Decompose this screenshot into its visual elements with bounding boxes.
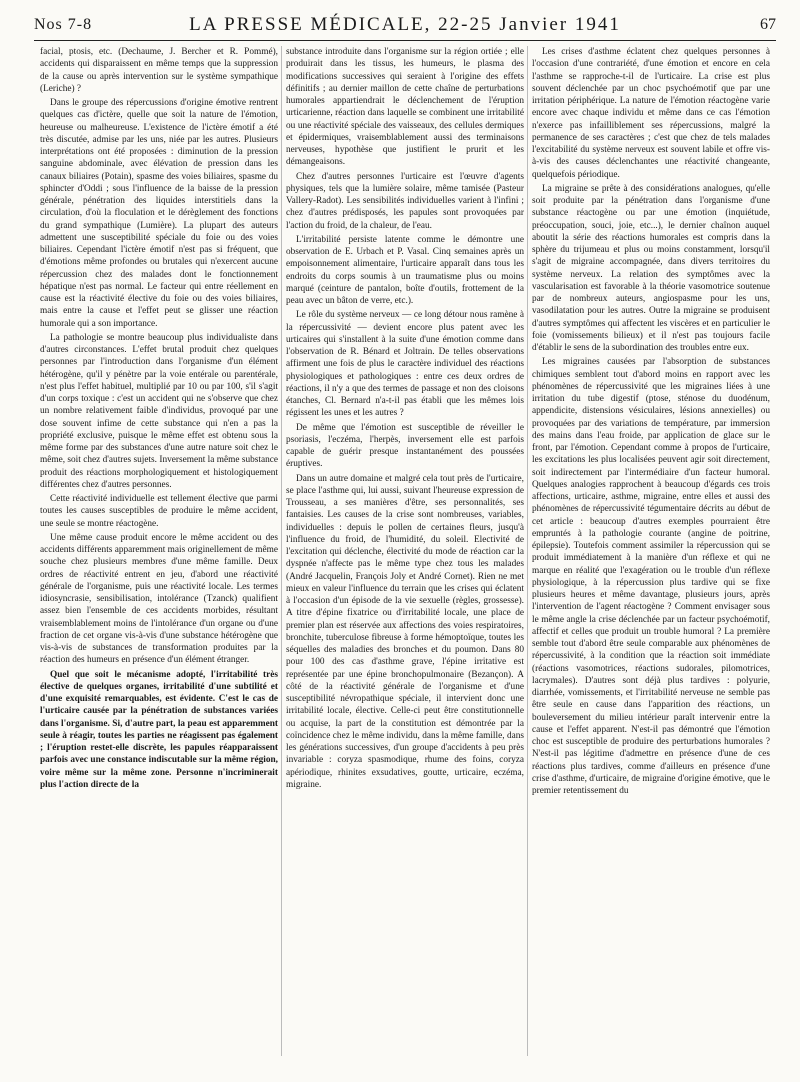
- page-header: [34, 12, 776, 41]
- paragraph: La pathologie se montre beaucoup plus individualiste dans d'autres circonstances. L'effet brutal produit chez quelques personnes par l'introduction dans l'organisme d'un élément hétérogène, qu'il y pénètre par la voie entérale ou parentérale, n'est plus l'effet habituel, multiplié par 10 ou par 100, s'il s'agit d'un corps toxique : c'est un accident qui ne s'observe que chez un nombre relativement faible d'individus, provoqué par une dose souvent infime de cette substance qui n'en a pas la propriété exclusive, puisque le même effet est obtenu sous la même forme par des substances d'une autre nature soit chez le même, soit chez d'autres sujets. Inversement la même substance produit des réactions morphologiquement et histologiquement différentes chez d'autres personnes.: [40, 332, 278, 490]
- paragraph: L'irritabilité persiste latente comme le démontre une observation de E. Urbach et P. Vasal. Cinq semaines après un empoisonnement alimentaire, l'urticaire apparaît dans tous les endroits du corps soumis à un traumatisme plus ou moins marqué (ceinture de pantalon, boîte d'outils, frottement de la peau avec un bâton de verre, etc.).: [286, 234, 524, 306]
- column-divider: [281, 46, 282, 1056]
- text-column-right: [532, 46, 770, 1066]
- paragraph: De même que l'émotion est susceptible de réveiller le psoriasis, l'eczéma, l'herpès, inversement elle est parfois capable de guérir presque instantanément des poussées éruptives.: [286, 422, 524, 470]
- journal-title: LA PRESSE MÉDICALE, 22-25 Janvier 1941: [189, 14, 621, 35]
- text-column-middle: [286, 46, 524, 1066]
- paragraph: Quel que soit le mécanisme adopté, l'irritabilité très élective de quelques organes, irritabilité d'une subtilité et d'une exquisité remarquables, est évidente. C'est le cas de l'urticaire causée par la pénétration de substances variées dans l'organisme. Si, d'autre part, la peau est apparemment seule à réagir, toutes les parties ne réagissent pas également ; l'éruption restet-elle discrète, les papules réapparaissent parfois avec une constance indiscutable sur la même région, voire même sur la même zone. Personne n'incriminerait plus l'action directe de la: [40, 669, 278, 790]
- paragraph: Les migraines causées par l'absorption de substances chimiques semblent tout d'abord moins en rapport avec les phénomènes de répercussivité que les migraines liées à une irritation du tube digestif (ptose, sténose du duodénum, appendicite, distensions vésiculaires, lésions annexielles) ou provoquées par des variations de température, par immersion des mains dans l'eau froide, par application de glace sur le front, par l'émotion. Cependant comme à propos de l'urticaire, les excitations les plus localisées peuvent agir soit directement, soit indirectement par l'intermédiaire d'un facteur humoral. Quelques analogies rapprochent à beaucoup d'égards ces trois affections, urticaire, asthme, migraine, entre elles et aussi des phénomènes de répercussivité tégumentaire décrits au début de cet article : beaucoup d'autres exemples pourraient être empruntés à la pathologie courante (angine de poitrine, épilepsie). Toutefois comment assimiler la répercussion qui se produit immédiatement à la manière d'un réflexe et qui ne marque en réalité que l'exagération ou le trouble d'un réflexe physiologique, à la répercussion plus tardive qui se fixe plusieurs heures et même davantage, plusieurs jours, après l'intervention de l'agent réactogène ? Comment envisager sous le même angle la crise déclenchée par un facteur psychoémotif, affectif et celles que produit un trouble humoral ? La première semble tout d'abord être seule comparable aux phénomènes de répercussivité, à la condition que la réaction soit immédiate (réactions vasomotrices, réactions sudorales, pilomotrices, lacrymales). D'autres sont déjà plus tardives : polyurie, diarrhée, vomissements, et l'irritabilité nerveuse ne semble pas être seule en cause dans l'apparition des réactions, un bouleversement du milieu intérieur paraît intervenir entre la cause et l'effet apparent. N'est-il pas démontré que l'émotion choc est susceptible de produire des perturbations humorales ? N'est-il pas légitime d'admettre en présence d'une de ces réactions plus tardives, comme d'ailleurs en présence d'une crise d'asthme, d'urticaire, de migraine d'origine émotive, que le premier retentissement du: [532, 357, 770, 796]
- paragraph: La migraine se prête à des considérations analogues, qu'elle soit produite par la pénétration dans l'organisme d'une substance réactogène ou par une émotion (inquiétude, préoccupation, souci, joie, etc...), le dernier chaînon auquel aboutit la série des réactions humorales est compris dans la sphère du trijumeau et plus ou moins constamment, lorsqu'il s'agit de migraine accompagnée, dans divers territoires du système nerveux. La relation des symptômes avec la vascularisation est favorable à la théorie vasomotrice soutenue par de nombreux auteurs, angiospasme pour les uns, vasodilatation pour les autres. Outre la migraine se produisent d'autres symptômes qui affectent les viscères et en particulier le foie (vomissements bilieux) et il n'est pas toujours facile d'établir le sens de la subordination des troubles entre eux.: [532, 183, 770, 353]
- text-column-left: [40, 46, 278, 1066]
- paragraph: Les crises d'asthme éclatent chez quelques personnes à l'occasion d'une contrariété, d'une émotion et encore en cela l'asthme se rapproche-t-il de l'urticaire. La crise est plus souvent déclenchée par un choc psychoémotif que par une irritation périphérique. La nature de l'émotion réactogène varie encore avec chaque individu et même dans ce cas l'émotion n'exerce pas infailliblement ses répercussions, malgré la permanence de ses caractères ; c'est que chez de tels malades l'excitabilité du système nerveux est souvent labile et offre vis-à-vis des causes déclenchantes une réactivité changeante, quelquefois périodique.: [532, 47, 770, 180]
- paragraph: Dans le groupe des répercussions d'origine émotive rentrent quelques cas d'ictère, quelle que soit la nature de l'émotion, heureuse ou malheureuse. L'existence de l'ictère émotif a été très discutée, admise par les uns, niée par les autres. Plusieurs interprétations ont été proposées : diminution de la pression sanguine abdominale, avec élévation de pression dans les canaux biliaires (Potain), spasme des voies biliaires, spasme du sphincter d'Oddi ; sous l'influence de la baisse de la pression générale, pénétration des liquides interstitiels dans la circulation, d'où la floculation et le dérèglement des fonctions du grand sympathique (Lumière). La plupart des auteurs admettent une susceptibilité spéciale du foie ou des voies biliaires. Cependant l'ictère émotif n'est pas si fréquent, que d'émotions même profondes ou brutales qui n'exercent aucune répercussion chez des malades dont le fonctionnement hépatique n'est pas normal. Le facteur qui entre réellement en cause est la réactivité élective du foie ou des voies biliaires, mais entre la cause et l'effet peut se glisser une réaction humorale qui a son importance.: [40, 98, 278, 329]
- paragraph: Cette réactivité individuelle est tellement élective que parmi toutes les causes susceptibles de produire le même accident, une seule se montre réactogène.: [40, 494, 278, 529]
- paragraph: Le rôle du système nerveux — ce long détour nous ramène à la répercussivité — devient encore plus patent avec les urticaires qui s'installent à la suite d'une émotion comme dans l'observation de R. Bénard et Joltrain. De telles observations affirment une fois de plus le caractère individuel des réactions physiologiques et pathologiques : entre ces deux ordres de réactions, il n'y a que des termes de passage et non des cloisons étanches, Cl. Bernard n'a-t-il pas établi que les mêmes lois régissent les unes et les autres ?: [286, 310, 524, 419]
- paragraph: Chez d'autres personnes l'urticaire est l'œuvre d'agents physiques, tels que la lumière solaire, même tamisée (Pasteur Vallery-Radot). Les sensibilités individuelles varient à l'infini ; chez d'autres prédisposés, les papules sont provoquées par l'action du froid, de la chaleur, de l'eau.: [286, 171, 524, 231]
- issue-number: Nos 7-8: [34, 16, 93, 33]
- page-number: 67: [760, 16, 776, 33]
- paragraph: facial, ptosis, etc. (Dechaume, J. Bercher et R. Pommé), accidents qui disparaissent en même temps que la suppression de la cause ou après intervention sur le système sympathique (Leriche) ?: [40, 47, 278, 94]
- paragraph: substance introduite dans l'organisme sur la région ortiée ; elle produirait dans les tissus, les humeurs, le plasma des modifications successives qui seraient à l'origine des effets définitifs ; au dernier maillon de cette chaîne de perturbations humorales appartiendrait le déclenchement de l'éruption urticarienne, réaction dans laquelle se combinent une irritabilité ou une réactivité spéciale des vaisseaux, des cellules dermiques et épidermiques, vraisemblablement aussi des terminaisons nerveuses, hypothèse que justifient le prurit et les démangeaisons.: [286, 47, 524, 168]
- column-divider: [527, 46, 528, 1056]
- paragraph: Dans un autre domaine et malgré cela tout près de l'urticaire, se place l'asthme qui, lui aussi, suivant l'heureuse expression de Trousseau, a ses manières d'être, ses personnalités, ses fantaisies. Les causes de la crise sont nombreuses, variables, individuelles : depuis le pollen de certaines fleurs, jusqu'à l'influence du froid, de l'humidité, du soleil. Electivité de l'excitation qui déclenche, électivité du mode de réaction car la dyspnée n'affecte pas le même type chez tous les malades (André Jacquelin, François Joly et André Cornet). Rien ne met mieux en valeur l'influence du terrain que les crises qui éclatent à l'occasion d'un épisode de la vie sexuelle (règles, grossesse). A titre d'épine fixatrice ou d'irritabilité locale, une place de premier plan est réservée aux affections des voies respiratoires, bronchite, tuberculose fibreuse à forme hémoptoïque, toutes les séquelles des maladies des bronches et du poumon. Dans 80 pour 100 des cas d'asthme grave, l'épine irritative est représentée par une épine bronchopulmonaire (Bezançon). A côté de la réactivité générale de l'organisme et d'une susceptibilité névropathique spéciale, il intervient donc une irritabilité locale, élective. Celle-ci peut être constitutionnelle ou acquise, la part de la constitution est démontrée par la coïncidence chez le même individu, dans la même famille, dans les générations successives, d'un groupe d'accidents à peu près invariable : coryza spasmodique, rhume des foins, coryza apériodique, rhinites exsudatives, goutte, urticaire, eczéma, migraine.: [286, 473, 524, 790]
- paragraph: Une même cause produit encore le même accident ou des accidents différents apparemment mais originellement de même souche chez plusieurs membres d'une même famille. Deux ordres de réactivité entrent en jeu, d'abord une réactivité générale de l'organisme, puis une réactivité locale. Les termes idiosyncrasie, sensibilisation, intolérance (Tzanck) qualifient assez bien l'ensemble de ces accidents morbides, résultant vraisemblablement moins de l'intolérance d'un organe ou d'une fraction de cet organe vis-à-vis d'une substance hétérogène que vis-à-vis de substances de transformation produites par la réaction des humeurs en présence d'un élément étranger.: [40, 532, 278, 666]
